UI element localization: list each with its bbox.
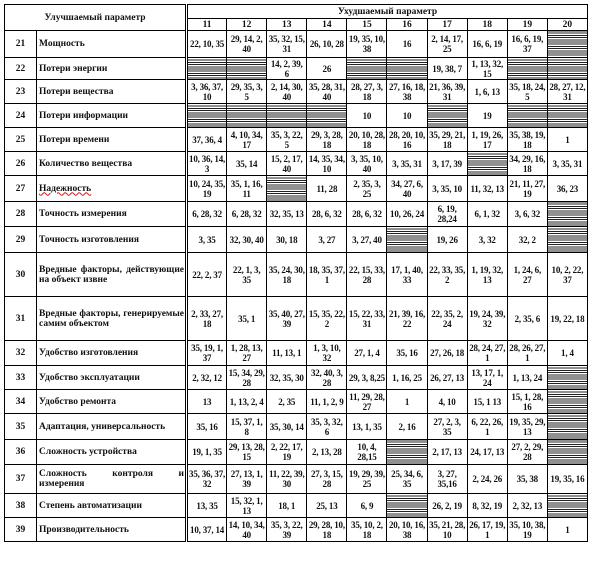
parameter-name-text: Производительность bbox=[39, 524, 129, 535]
parameter-name bbox=[37, 390, 187, 414]
principle-cell: 6, 28, 32 bbox=[227, 202, 267, 227]
principle-cell: 14, 35, 34, 10 bbox=[307, 152, 347, 176]
principle-cell: 1, 16, 25 bbox=[387, 366, 427, 390]
row-number: 27 bbox=[5, 176, 37, 202]
row-number: 24 bbox=[5, 104, 37, 128]
hatched-empty-cell bbox=[267, 104, 307, 128]
principle-cell: 10, 2, 22, 37 bbox=[547, 253, 587, 297]
principle-cell: 3, 35, 10 bbox=[427, 176, 467, 202]
principle-cell: 11, 29, 28, 27 bbox=[347, 390, 387, 414]
principle-cell: 1, 4 bbox=[547, 341, 587, 366]
principle-cell: 35, 1, 16, 11 bbox=[227, 176, 267, 202]
principle-cell: 34, 27, 6, 40 bbox=[387, 176, 427, 202]
principle-cell: 35, 3, 22, 5 bbox=[267, 128, 307, 152]
parameter-name bbox=[37, 440, 187, 465]
column-number-header: 17 bbox=[427, 19, 467, 31]
principle-cell: 3, 27, 40 bbox=[347, 227, 387, 253]
principle-cell: 13, 35 bbox=[187, 494, 227, 518]
principle-cell: 2, 13, 28 bbox=[307, 440, 347, 465]
parameter-name-text: Степень автоматизации bbox=[39, 500, 142, 511]
principle-cell: 19, 29, 39, 25 bbox=[347, 465, 387, 494]
hatched-empty-cell bbox=[187, 104, 227, 128]
principle-cell: 35, 1 bbox=[227, 297, 267, 341]
principle-cell: 22, 15, 33, 28 bbox=[347, 253, 387, 297]
parameter-name-text: Точность изготовления bbox=[39, 234, 139, 245]
principle-cell: 3, 27, 35,16 bbox=[427, 465, 467, 494]
principle-cell: 11, 1, 2, 9 bbox=[307, 390, 347, 414]
principle-cell: 1, 24, 6, 27 bbox=[507, 253, 547, 297]
principle-cell: 19, 26 bbox=[427, 227, 467, 253]
principle-cell: 35, 21, 28, 10 bbox=[427, 518, 467, 542]
principle-cell: 19, 35, 16 bbox=[547, 465, 587, 494]
principle-cell: 19 bbox=[467, 104, 507, 128]
principle-cell: 15, 37, 1, 8 bbox=[227, 414, 267, 440]
principle-cell: 35, 36, 37, 32 bbox=[187, 465, 227, 494]
principle-cell: 27, 3, 15, 28 bbox=[307, 465, 347, 494]
matrix-row bbox=[5, 366, 588, 390]
hatched-empty-cell bbox=[467, 152, 507, 176]
principle-cell: 22, 35, 2, 24 bbox=[427, 297, 467, 341]
hatched-empty-cell bbox=[547, 58, 587, 80]
row-number: 22 bbox=[5, 58, 37, 80]
principle-cell: 1 bbox=[547, 128, 587, 152]
principle-cell: 1, 13, 2, 4 bbox=[227, 390, 267, 414]
parameter-name bbox=[37, 366, 187, 390]
hatched-empty-cell bbox=[547, 414, 587, 440]
hatched-empty-cell bbox=[227, 104, 267, 128]
matrix-row bbox=[5, 341, 588, 366]
principle-cell: 28, 20, 10, 16 bbox=[387, 128, 427, 152]
principle-cell: 32, 30, 40 bbox=[227, 227, 267, 253]
principle-cell: 26, 27, 13 bbox=[427, 366, 467, 390]
parameter-name bbox=[37, 80, 187, 104]
principle-cell: 35, 19, 1, 37 bbox=[187, 341, 227, 366]
principle-cell: 1, 28, 13, 27 bbox=[227, 341, 267, 366]
principle-cell: 3, 32 bbox=[467, 227, 507, 253]
principle-cell: 6, 1, 32 bbox=[467, 202, 507, 227]
principle-cell: 13 bbox=[187, 390, 227, 414]
matrix-row bbox=[5, 152, 588, 176]
principle-cell: 3, 27 bbox=[307, 227, 347, 253]
principle-cell: 27, 1, 4 bbox=[347, 341, 387, 366]
principle-cell: 11, 22, 39, 30 bbox=[267, 465, 307, 494]
principle-cell: 28, 24, 27, 1 bbox=[467, 341, 507, 366]
principle-cell: 26, 10, 28 bbox=[307, 31, 347, 58]
principle-cell: 29, 3, 28, 18 bbox=[307, 128, 347, 152]
matrix-row bbox=[5, 465, 588, 494]
parameter-name-text: Адаптация, универсальность bbox=[39, 421, 166, 432]
principle-cell: 18, 35, 37, 1 bbox=[307, 253, 347, 297]
principle-cell: 22, 1, 3, 35 bbox=[227, 253, 267, 297]
column-number-header: 12 bbox=[227, 19, 267, 31]
hatched-empty-cell bbox=[227, 58, 267, 80]
parameter-name-text: Количество вещества bbox=[39, 158, 133, 169]
principle-cell: 28, 6, 32 bbox=[347, 202, 387, 227]
matrix-row bbox=[5, 31, 588, 58]
row-number: 36 bbox=[5, 440, 37, 465]
matrix-row bbox=[5, 414, 588, 440]
row-number: 35 bbox=[5, 414, 37, 440]
matrix-row bbox=[5, 104, 588, 128]
principle-cell: 4, 10, 34, 17 bbox=[227, 128, 267, 152]
principle-cell: 1, 19, 26, 17 bbox=[467, 128, 507, 152]
principle-cell: 2, 35, 6 bbox=[507, 297, 547, 341]
matrix-row bbox=[5, 518, 588, 542]
parameter-name-text: Надежность bbox=[39, 183, 92, 194]
principle-cell: 22, 2, 37 bbox=[187, 253, 227, 297]
principle-cell: 6, 19, 28,24 bbox=[427, 202, 467, 227]
principle-cell: 13, 1, 35 bbox=[347, 414, 387, 440]
principle-cell: 8, 32, 19 bbox=[467, 494, 507, 518]
principle-cell: 30, 18 bbox=[267, 227, 307, 253]
row-number: 30 bbox=[5, 253, 37, 297]
row-number: 33 bbox=[5, 366, 37, 390]
principle-cell: 15, 1, 28, 16 bbox=[507, 390, 547, 414]
parameter-name bbox=[37, 518, 187, 542]
principle-cell: 17, 1, 40, 33 bbox=[387, 253, 427, 297]
principle-cell: 11, 13, 1 bbox=[267, 341, 307, 366]
parameter-name-text: Сложность контроля и измерения bbox=[39, 469, 185, 489]
column-number-header: 11 bbox=[187, 19, 227, 31]
principle-cell: 2, 24, 26 bbox=[467, 465, 507, 494]
principle-cell: 19, 24, 39, 32 bbox=[467, 297, 507, 341]
parameter-name bbox=[37, 104, 187, 128]
principle-cell: 21, 11, 27, 19 bbox=[507, 176, 547, 202]
principle-cell: 16, 6, 19 bbox=[467, 31, 507, 58]
principle-cell: 16 bbox=[387, 31, 427, 58]
row-number: 29 bbox=[5, 227, 37, 253]
principle-cell: 19, 22, 18 bbox=[547, 297, 587, 341]
principle-cell: 35, 18, 24, 5 bbox=[507, 80, 547, 104]
matrix-row bbox=[5, 128, 588, 152]
worsening-parameter-header: Ухудшаемый параметр bbox=[187, 5, 588, 19]
matrix-row bbox=[5, 253, 588, 297]
hatched-empty-cell bbox=[547, 31, 587, 58]
principle-cell: 27, 26, 18 bbox=[427, 341, 467, 366]
hatched-empty-cell bbox=[547, 227, 587, 253]
row-number: 37 bbox=[5, 465, 37, 494]
principle-cell: 16, 6, 19, 37 bbox=[507, 31, 547, 58]
matrix-row bbox=[5, 390, 588, 414]
principle-cell: 27, 13, 1, 39 bbox=[227, 465, 267, 494]
principle-cell: 28, 27, 12, 31 bbox=[547, 80, 587, 104]
principle-cell: 6, 28, 32 bbox=[187, 202, 227, 227]
principle-cell: 32, 40, 3, 28 bbox=[307, 366, 347, 390]
principle-cell: 15, 2, 17, 40 bbox=[267, 152, 307, 176]
principle-cell: 35, 3, 32, 6 bbox=[307, 414, 347, 440]
parameter-name bbox=[37, 253, 187, 297]
parameter-name bbox=[37, 465, 187, 494]
principle-cell: 34, 29, 16, 18 bbox=[507, 152, 547, 176]
principle-cell: 29, 35, 3, 5 bbox=[227, 80, 267, 104]
principle-cell: 4, 10 bbox=[427, 390, 467, 414]
matrix-row bbox=[5, 227, 588, 253]
hatched-empty-cell bbox=[547, 390, 587, 414]
parameter-name bbox=[37, 152, 187, 176]
matrix-row bbox=[5, 494, 588, 518]
row-number: 38 bbox=[5, 494, 37, 518]
parameter-name-text: Сложность устройства bbox=[39, 447, 137, 457]
principle-cell: 3, 35, 10, 40 bbox=[347, 152, 387, 176]
principle-cell: 19, 35, 10, 38 bbox=[347, 31, 387, 58]
principle-cell: 1 bbox=[547, 518, 587, 542]
column-number-header: 13 bbox=[267, 19, 307, 31]
column-number-header: 20 bbox=[547, 19, 587, 31]
hatched-empty-cell bbox=[307, 104, 347, 128]
hatched-empty-cell bbox=[387, 494, 427, 518]
row-number: 39 bbox=[5, 518, 37, 542]
parameter-name-text: Вредные факторы, действующие на объект извне bbox=[39, 264, 185, 285]
principle-cell: 27, 16, 18, 38 bbox=[387, 80, 427, 104]
principle-cell: 3, 17, 39 bbox=[427, 152, 467, 176]
principle-cell: 10, 4, 28,15 bbox=[347, 440, 387, 465]
parameter-name bbox=[37, 297, 187, 341]
hatched-empty-cell bbox=[387, 440, 427, 465]
principle-cell: 15, 32, 1, 13 bbox=[227, 494, 267, 518]
principle-cell: 10 bbox=[347, 104, 387, 128]
principle-cell: 35, 38 bbox=[507, 465, 547, 494]
principle-cell: 35, 10, 2, 18 bbox=[347, 518, 387, 542]
column-number-header: 19 bbox=[507, 19, 547, 31]
hatched-empty-cell bbox=[547, 366, 587, 390]
parameter-name-text: Потери времени bbox=[39, 134, 110, 145]
principle-cell: 1, 6, 13 bbox=[467, 80, 507, 104]
principle-cell: 25, 13 bbox=[307, 494, 347, 518]
hatched-empty-cell bbox=[547, 202, 587, 227]
principle-cell: 3, 35 bbox=[187, 227, 227, 253]
principle-cell: 35, 40, 27, 39 bbox=[267, 297, 307, 341]
principle-cell: 35, 16 bbox=[187, 414, 227, 440]
matrix-row bbox=[5, 202, 588, 227]
principle-cell: 35, 3, 22, 39 bbox=[267, 518, 307, 542]
principle-cell: 2, 35 bbox=[267, 390, 307, 414]
principle-cell: 26, 17, 19, 1 bbox=[467, 518, 507, 542]
principle-cell: 14, 2, 39, 6 bbox=[267, 58, 307, 80]
row-number: 34 bbox=[5, 390, 37, 414]
principle-cell: 13, 17, 1, 24 bbox=[467, 366, 507, 390]
parameter-name-text: Удобство ремонта bbox=[39, 396, 117, 407]
principle-cell: 35, 29, 21, 18 bbox=[427, 128, 467, 152]
matrix-row bbox=[5, 297, 588, 341]
hatched-empty-cell bbox=[507, 104, 547, 128]
principle-cell: 26, 2, 19 bbox=[427, 494, 467, 518]
principle-cell: 35, 38, 19, 18 bbox=[507, 128, 547, 152]
principle-cell: 2, 14, 17, 25 bbox=[427, 31, 467, 58]
parameter-name-text: Удобство эксплуатации bbox=[39, 372, 140, 383]
principle-cell: 35, 32, 15, 31 bbox=[267, 31, 307, 58]
improving-parameter-header: Улучшаемый параметр bbox=[5, 5, 187, 31]
matrix-row bbox=[5, 80, 588, 104]
principle-cell: 28, 6, 32 bbox=[307, 202, 347, 227]
parameter-name-text: Вредные факторы, генерируемые самим объектом bbox=[39, 308, 185, 329]
principle-cell: 35, 16 bbox=[387, 341, 427, 366]
principle-cell: 29, 13, 28, 15 bbox=[227, 440, 267, 465]
principle-cell: 21, 39, 16, 22 bbox=[387, 297, 427, 341]
principle-cell: 35, 10, 38, 19 bbox=[507, 518, 547, 542]
principle-cell: 18, 1 bbox=[267, 494, 307, 518]
principle-cell: 10, 37, 14 bbox=[187, 518, 227, 542]
principle-cell: 1, 13, 32, 15 bbox=[467, 58, 507, 80]
principle-cell: 36, 23 bbox=[547, 176, 587, 202]
hatched-empty-cell bbox=[507, 58, 547, 80]
principle-cell: 35, 24, 30, 18 bbox=[267, 253, 307, 297]
hatched-empty-cell bbox=[547, 440, 587, 465]
principle-cell: 29, 3, 8,25 bbox=[347, 366, 387, 390]
parameter-name bbox=[37, 227, 187, 253]
principle-cell: 32, 35, 13 bbox=[267, 202, 307, 227]
parameter-name-text: Потери информации bbox=[39, 110, 129, 121]
matrix-row bbox=[5, 58, 588, 80]
parameter-name-text: Потери энергии bbox=[39, 63, 108, 74]
principle-cell: 27, 2, 3, 35 bbox=[427, 414, 467, 440]
principle-cell: 29, 14, 2, 40 bbox=[227, 31, 267, 58]
column-number-header: 18 bbox=[467, 19, 507, 31]
principle-cell: 2, 14, 30, 40 bbox=[267, 80, 307, 104]
principle-cell: 11, 32, 13 bbox=[467, 176, 507, 202]
principle-cell: 20, 10, 16, 38 bbox=[387, 518, 427, 542]
principle-cell: 2, 17, 13 bbox=[427, 440, 467, 465]
parameter-name bbox=[37, 58, 187, 80]
principle-cell: 2, 22, 17, 19 bbox=[267, 440, 307, 465]
principle-cell: 21, 36, 39, 31 bbox=[427, 80, 467, 104]
parameter-name bbox=[37, 31, 187, 58]
row-number: 23 bbox=[5, 80, 37, 104]
principle-cell: 2, 32, 12 bbox=[187, 366, 227, 390]
principle-cell: 24, 17, 13 bbox=[467, 440, 507, 465]
parameter-name bbox=[37, 414, 187, 440]
principle-cell: 29, 28, 10, 18 bbox=[307, 518, 347, 542]
parameter-name bbox=[37, 202, 187, 227]
parameter-name-text: Точность измерения bbox=[39, 209, 127, 219]
principle-cell: 35, 14 bbox=[227, 152, 267, 176]
hatched-empty-cell bbox=[347, 58, 387, 80]
matrix-row bbox=[5, 440, 588, 465]
principle-cell: 3, 35, 31 bbox=[387, 152, 427, 176]
row-number: 21 bbox=[5, 31, 37, 58]
principle-cell: 26 bbox=[307, 58, 347, 80]
principle-cell: 19, 35, 29, 13 bbox=[507, 414, 547, 440]
principle-cell: 35, 30, 14 bbox=[267, 414, 307, 440]
principle-cell: 6, 22, 26, 1 bbox=[467, 414, 507, 440]
principle-cell: 19, 1, 35 bbox=[187, 440, 227, 465]
principle-cell: 15, 1 13 bbox=[467, 390, 507, 414]
principle-cell: 1 bbox=[387, 390, 427, 414]
principle-cell: 6, 9 bbox=[347, 494, 387, 518]
hatched-empty-cell bbox=[187, 58, 227, 80]
column-number-header: 16 bbox=[387, 19, 427, 31]
hatched-empty-cell bbox=[387, 227, 427, 253]
principle-cell: 28, 27, 3, 18 bbox=[347, 80, 387, 104]
principle-cell: 35, 28, 31, 40 bbox=[307, 80, 347, 104]
principle-cell: 32, 2 bbox=[507, 227, 547, 253]
header-row-titles bbox=[5, 5, 588, 19]
principle-cell: 37, 36, 4 bbox=[187, 128, 227, 152]
principle-cell: 3, 35, 31 bbox=[547, 152, 587, 176]
principle-cell: 27, 2, 29, 28 bbox=[507, 440, 547, 465]
principle-cell: 15, 35, 22, 2 bbox=[307, 297, 347, 341]
hatched-empty-cell bbox=[387, 58, 427, 80]
principle-cell: 32, 35, 30 bbox=[267, 366, 307, 390]
principle-cell: 11, 28 bbox=[307, 176, 347, 202]
principle-cell: 10, 36, 14, 3 bbox=[187, 152, 227, 176]
parameter-name bbox=[37, 341, 187, 366]
parameter-name-text: Потери вещества bbox=[39, 86, 114, 97]
hatched-empty-cell bbox=[547, 104, 587, 128]
principle-cell: 14, 10, 34, 40 bbox=[227, 518, 267, 542]
principle-cell: 1, 19, 32, 13 bbox=[467, 253, 507, 297]
row-number: 32 bbox=[5, 341, 37, 366]
principle-cell: 28, 26, 27, 1 bbox=[507, 341, 547, 366]
principle-cell: 2, 33, 27, 18 bbox=[187, 297, 227, 341]
principle-cell: 3, 6, 32 bbox=[507, 202, 547, 227]
parameter-name bbox=[37, 128, 187, 152]
matrix-body bbox=[5, 31, 588, 542]
column-number-header: 15 bbox=[347, 19, 387, 31]
principle-cell: 19, 38, 7 bbox=[427, 58, 467, 80]
principle-cell: 2, 32, 13 bbox=[507, 494, 547, 518]
principle-cell: 15, 34, 29, 28 bbox=[227, 366, 267, 390]
principle-cell: 1, 13, 24 bbox=[507, 366, 547, 390]
parameter-name-text: Удобство изготовления bbox=[39, 348, 139, 358]
principle-cell: 10, 24, 35, 19 bbox=[187, 176, 227, 202]
hatched-empty-cell bbox=[547, 494, 587, 518]
principle-cell: 25, 34, 6, 35 bbox=[387, 465, 427, 494]
matrix-row bbox=[5, 176, 588, 202]
principle-cell: 22, 10, 35 bbox=[187, 31, 227, 58]
principle-cell: 10 bbox=[387, 104, 427, 128]
contradiction-matrix-table bbox=[4, 4, 588, 542]
principle-cell: 22, 33, 35, 2 bbox=[427, 253, 467, 297]
row-number: 31 bbox=[5, 297, 37, 341]
principle-cell: 2, 16 bbox=[387, 414, 427, 440]
principle-cell: 20, 10, 28, 18 bbox=[347, 128, 387, 152]
column-number-header: 14 bbox=[307, 19, 347, 31]
hatched-empty-cell bbox=[267, 176, 307, 202]
row-number: 28 bbox=[5, 202, 37, 227]
principle-cell: 15, 22, 33, 31 bbox=[347, 297, 387, 341]
row-number: 25 bbox=[5, 128, 37, 152]
parameter-name bbox=[37, 494, 187, 518]
row-number: 26 bbox=[5, 152, 37, 176]
parameter-name-text: Мощность bbox=[39, 39, 85, 49]
principle-cell: 1, 3, 10, 32 bbox=[307, 341, 347, 366]
hatched-empty-cell bbox=[427, 104, 467, 128]
principle-cell: 10, 26, 24 bbox=[387, 202, 427, 227]
parameter-name bbox=[37, 176, 187, 202]
principle-cell: 3, 36, 37, 10 bbox=[187, 80, 227, 104]
principle-cell: 2, 35, 3, 25 bbox=[347, 176, 387, 202]
